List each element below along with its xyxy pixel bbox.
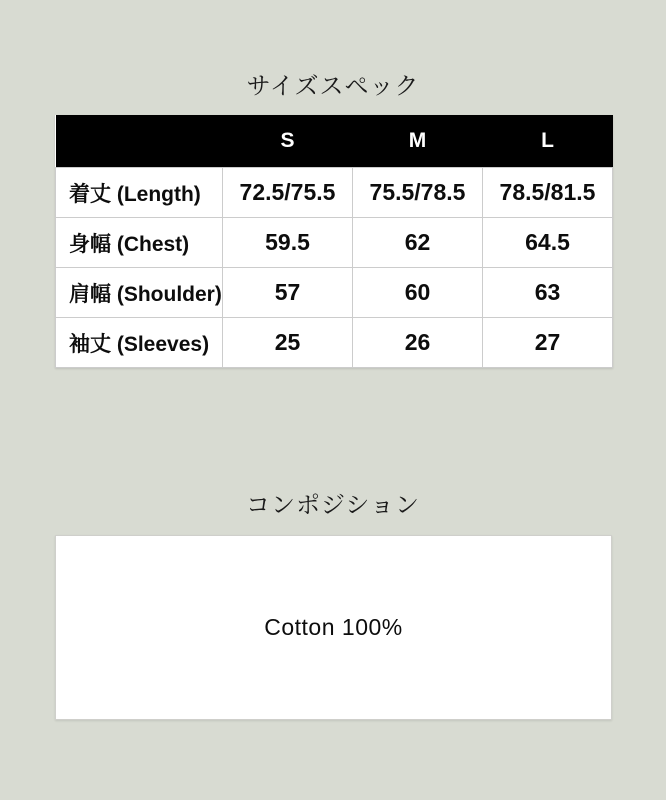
composition-title: コンポジション bbox=[246, 492, 420, 519]
row-label-chest: 身幅 (Chest) bbox=[56, 218, 223, 268]
table-row-chest bbox=[56, 218, 613, 268]
value-chest-m: 62 bbox=[353, 218, 483, 268]
size-spec-title: サイズスペック bbox=[246, 73, 420, 100]
size-spec-table bbox=[55, 115, 613, 368]
composition-text: Cotton 100% bbox=[264, 614, 403, 640]
header-size-l: L bbox=[483, 115, 613, 168]
header-size-s: S bbox=[223, 115, 353, 168]
row-label-sleeves: 袖丈 (Sleeves) bbox=[56, 318, 223, 368]
value-shoulder-s: 57 bbox=[223, 268, 353, 318]
row-label-shoulder: 肩幅 (Shoulder) bbox=[56, 268, 223, 318]
value-sleeves-m: 26 bbox=[353, 318, 483, 368]
value-length-l: 78.5/81.5 bbox=[483, 168, 613, 218]
header-corner-cell bbox=[56, 115, 223, 168]
header-size-m: M bbox=[353, 115, 483, 168]
composition-box bbox=[55, 535, 612, 720]
value-length-m: 75.5/78.5 bbox=[353, 168, 483, 218]
table-row-sleeves bbox=[56, 318, 613, 368]
table-row-shoulder bbox=[56, 268, 613, 318]
table-row-length bbox=[56, 168, 613, 218]
row-label-length: 着丈 (Length) bbox=[56, 168, 223, 218]
value-shoulder-m: 60 bbox=[353, 268, 483, 318]
value-shoulder-l: 63 bbox=[483, 268, 613, 318]
value-chest-l: 64.5 bbox=[483, 218, 613, 268]
value-sleeves-l: 27 bbox=[483, 318, 613, 368]
value-chest-s: 59.5 bbox=[223, 218, 353, 268]
value-sleeves-s: 25 bbox=[223, 318, 353, 368]
value-length-s: 72.5/75.5 bbox=[223, 168, 353, 218]
size-table-header-row bbox=[56, 115, 613, 168]
